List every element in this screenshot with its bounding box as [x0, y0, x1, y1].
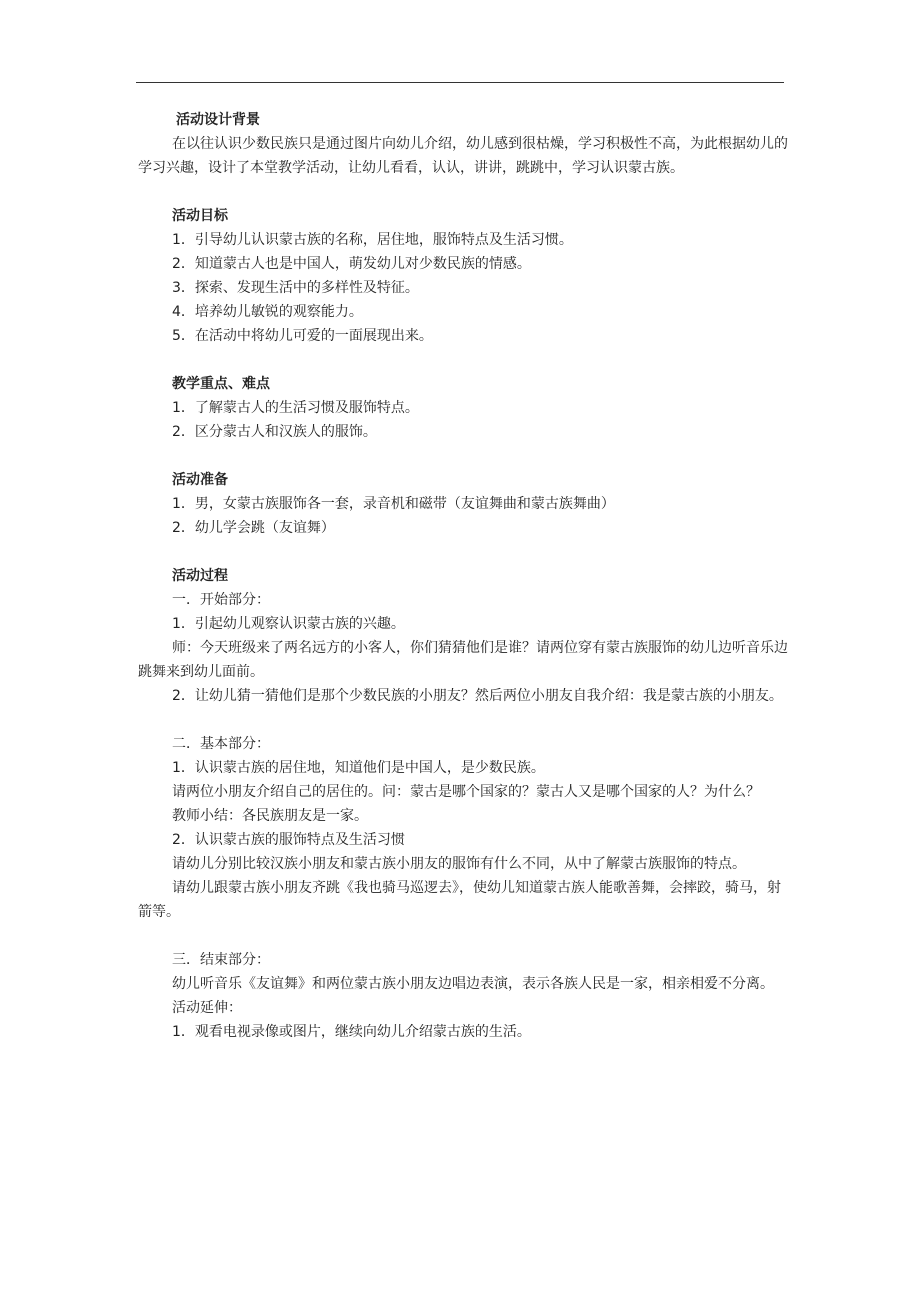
header-rule: [136, 82, 784, 83]
document-body: [138, 108, 788, 1044]
process-step: 1．观看电视录像或图片，继续向幼儿介绍蒙古族的生活。: [172, 1024, 531, 1040]
process-paragraph: 请幼儿分别比较汉族小朋友和蒙古族小朋友的服饰有什么不同，从中了解蒙古族服饰的特点。: [172, 856, 746, 872]
process-step: 1．引起幼儿观察认识蒙古族的兴趣。: [172, 616, 405, 632]
process-step: 2．认识蒙古族的服饰特点及生活习惯: [172, 832, 405, 848]
prep-item: 2．幼儿学会跳（友谊舞）: [172, 520, 335, 536]
section-heading-keypoints: 教学重点、难点: [172, 376, 270, 392]
process-paragraph: 请幼儿跟蒙古族小朋友齐跳《我也骑马巡逻去》，使幼儿知道蒙古族人能歌善舞，会摔跤，骑马，射箭等。: [138, 880, 781, 920]
process-paragraph: 幼儿听音乐《友谊舞》和两位蒙古族小朋友边唱边表演，表示各族人民是一家，相亲相爱不分离。: [172, 976, 774, 992]
part-title: 一．开始部分：: [172, 592, 270, 608]
spacer: [138, 444, 788, 468]
part-title: 二．基本部分：: [172, 736, 270, 752]
spacer: [138, 540, 788, 564]
goal-item: 3．探索、发现生活中的多样性及特征。: [172, 280, 419, 296]
process-paragraph: 师：今天班级来了两名远方的小客人，你们猜猜他们是谁？请两位穿有蒙古族服饰的幼儿边听音乐边跳舞来到幼儿面前。: [138, 640, 788, 680]
section-heading-background: 活动设计背景: [176, 112, 260, 128]
process-step: 教师小结：各民族朋友是一家。: [172, 808, 368, 824]
goal-item: 4．培养幼儿敏锐的观察能力。: [172, 304, 363, 320]
spacer: [138, 708, 788, 732]
part-title: 三．结束部分：: [172, 952, 270, 968]
process-paragraph: 请两位小朋友介绍自己的居住的。问：蒙古是哪个国家的？蒙古人又是哪个国家的人？为什么？: [172, 784, 760, 800]
goal-item: 2．知道蒙古人也是中国人，萌发幼儿对少数民族的情感。: [172, 256, 531, 272]
goal-item: 1．引导幼儿认识蒙古族的名称，居住地，服饰特点及生活习惯。: [172, 232, 573, 248]
extension-title: 活动延伸：: [172, 1000, 242, 1016]
goal-item: 5．在活动中将幼儿可爱的一面展现出来。: [172, 328, 433, 344]
spacer: [138, 180, 788, 204]
keypoint-item: 2．区分蒙古人和汉族人的服饰。: [172, 424, 377, 440]
section-heading-process: 活动过程: [172, 568, 228, 584]
prep-item: 1．男，女蒙古族服饰各一套，录音机和磁带（友谊舞曲和蒙古族舞曲）: [172, 496, 615, 512]
background-paragraph: 在以往认识少数民族只是通过图片向幼儿介绍，幼儿感到很枯燥，学习积极性不高，为此根据幼儿的学习兴趣，设计了本堂教学活动，让幼儿看看，认认，讲讲，跳跳中，学习认识蒙古族。: [138, 136, 788, 176]
spacer: [138, 924, 788, 948]
process-step: 1．认识蒙古族的居住地，知道他们是中国人，是少数民族。: [172, 760, 545, 776]
section-heading-prep: 活动准备: [172, 472, 228, 488]
spacer: [138, 348, 788, 372]
keypoint-item: 1．了解蒙古人的生活习惯及服饰特点。: [172, 400, 419, 416]
section-heading-goals: 活动目标: [172, 208, 228, 224]
process-paragraph: 2．让幼儿猜一猜他们是那个少数民族的小朋友？然后两位小朋友自我介绍：我是蒙古族的小朋友。: [172, 688, 783, 704]
